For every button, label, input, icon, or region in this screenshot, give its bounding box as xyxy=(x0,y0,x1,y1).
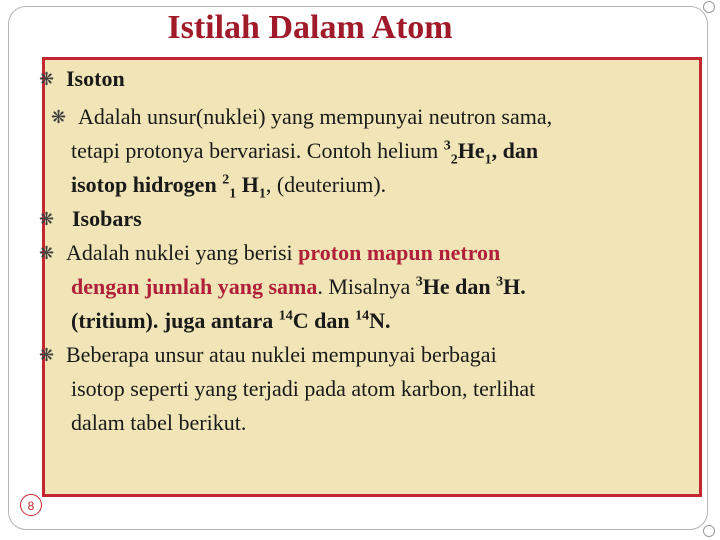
isoton-definition: Adalah unsur(nuklei) yang mempunyai neutron sama, xyxy=(78,104,553,129)
superscript: 3 xyxy=(496,274,504,290)
list-item-continuation xyxy=(42,168,702,202)
isobars-text: Adalah nuklei yang berisi xyxy=(66,240,299,265)
slide-content xyxy=(39,62,702,440)
list-item xyxy=(36,338,702,372)
subscript: 1 xyxy=(258,186,266,202)
slide-title: Istilah Dalam Atom xyxy=(167,9,453,46)
list-item-continuation xyxy=(42,134,702,168)
isobars-text: C dan xyxy=(292,308,356,333)
isoton-text: , (deuterium). xyxy=(265,172,387,197)
isobars-text: N. xyxy=(369,308,391,333)
isobars-text: . Misalnya xyxy=(317,274,416,299)
list-item-continuation xyxy=(42,270,702,304)
isobars-text: H. xyxy=(503,274,526,299)
superscript: 2 xyxy=(222,172,230,188)
frame-corner-dot xyxy=(703,1,715,13)
wave-bullet-icon: ❋ xyxy=(39,69,55,89)
list-item xyxy=(48,100,702,134)
wave-bullet-icon: ❋ xyxy=(39,345,55,365)
isoton-text: tetapi protonya bervariasi. Contoh helium xyxy=(71,138,444,163)
isoton-heading: Isoton xyxy=(66,66,125,91)
subscript: 2 xyxy=(450,152,458,168)
wave-bullet-icon: ❋ xyxy=(39,209,55,229)
isobars-text: (tritium). juga antara xyxy=(71,308,279,333)
hydrogen-symbol: H xyxy=(236,172,259,197)
helium-symbol: He xyxy=(457,138,485,163)
isoton-text: , dan xyxy=(491,138,539,163)
page-number: 8 xyxy=(20,494,42,516)
superscript: 14 xyxy=(278,308,293,324)
wave-bullet-icon: ❋ xyxy=(39,243,55,263)
frame-corner-dot xyxy=(703,525,715,537)
subscript: 1 xyxy=(229,186,237,202)
superscript: 14 xyxy=(355,308,370,324)
list-item-continuation xyxy=(42,304,702,338)
list-item-continuation xyxy=(42,372,702,406)
beberapa-text: Beberapa unsur atau nuklei mempunyai berbagai xyxy=(66,342,497,367)
list-item xyxy=(36,236,702,270)
isobars-text: He dan xyxy=(422,274,497,299)
superscript: 3 xyxy=(443,138,451,154)
superscript: 3 xyxy=(415,274,423,290)
highlighted-text: dengan jumlah yang sama xyxy=(71,274,318,299)
highlighted-text: proton mapun netron xyxy=(298,240,501,265)
isobars-heading: Isobars xyxy=(72,206,142,231)
beberapa-text: isotop seperti yang terjadi pada atom karbon, terlihat xyxy=(71,376,536,401)
list-item xyxy=(36,202,702,236)
subscript: 1 xyxy=(484,152,492,168)
list-item-continuation xyxy=(42,406,702,440)
list-item xyxy=(36,62,702,96)
isoton-text: isotop hidrogen xyxy=(71,172,223,197)
wave-bullet-icon: ❋ xyxy=(51,107,67,127)
beberapa-text: dalam tabel berikut. xyxy=(71,410,247,435)
